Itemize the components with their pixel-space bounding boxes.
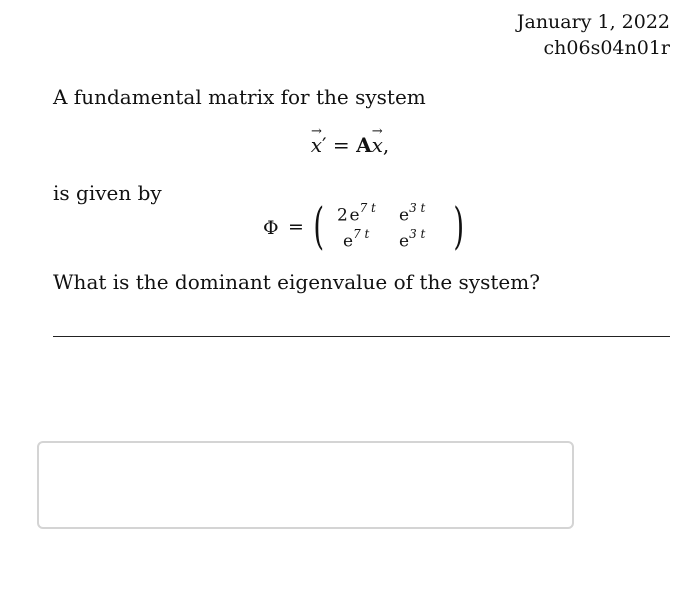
matrix-cell-2-1: $e^{7 t}$: [343, 227, 370, 252]
problem-intro: A fundamental matrix for the system: [53, 85, 426, 109]
system-equation: [0, 133, 700, 157]
prime-mark: ′: [322, 133, 327, 157]
right-paren: ): [453, 197, 465, 255]
given-by-text: is given by: [53, 181, 162, 205]
matrix-cell-1-2: $e^{3 t}$: [399, 201, 426, 226]
answer-input[interactable]: [37, 441, 574, 529]
x-vector: → x: [311, 133, 322, 157]
matrix-cell-2-2: $e^{3 t}$: [399, 227, 426, 252]
x-vector-rhs: → x: [372, 133, 383, 157]
matrix-cell-1-1: 2 $e^{7 t}$: [337, 201, 376, 226]
phi-symbol: Φ: [263, 217, 279, 239]
problem-code: ch06s04n01r: [543, 37, 670, 59]
equals-sign: =: [326, 133, 357, 157]
header-date: January 1, 2022: [516, 11, 670, 33]
left-paren: (: [313, 197, 325, 255]
divider-line: [53, 336, 670, 337]
equation-comma: ,: [382, 133, 390, 157]
matrix-a: A: [356, 133, 372, 157]
phi-equals: =: [288, 216, 304, 238]
question-text: What is the dominant eigenvalue of the system?: [53, 270, 540, 294]
